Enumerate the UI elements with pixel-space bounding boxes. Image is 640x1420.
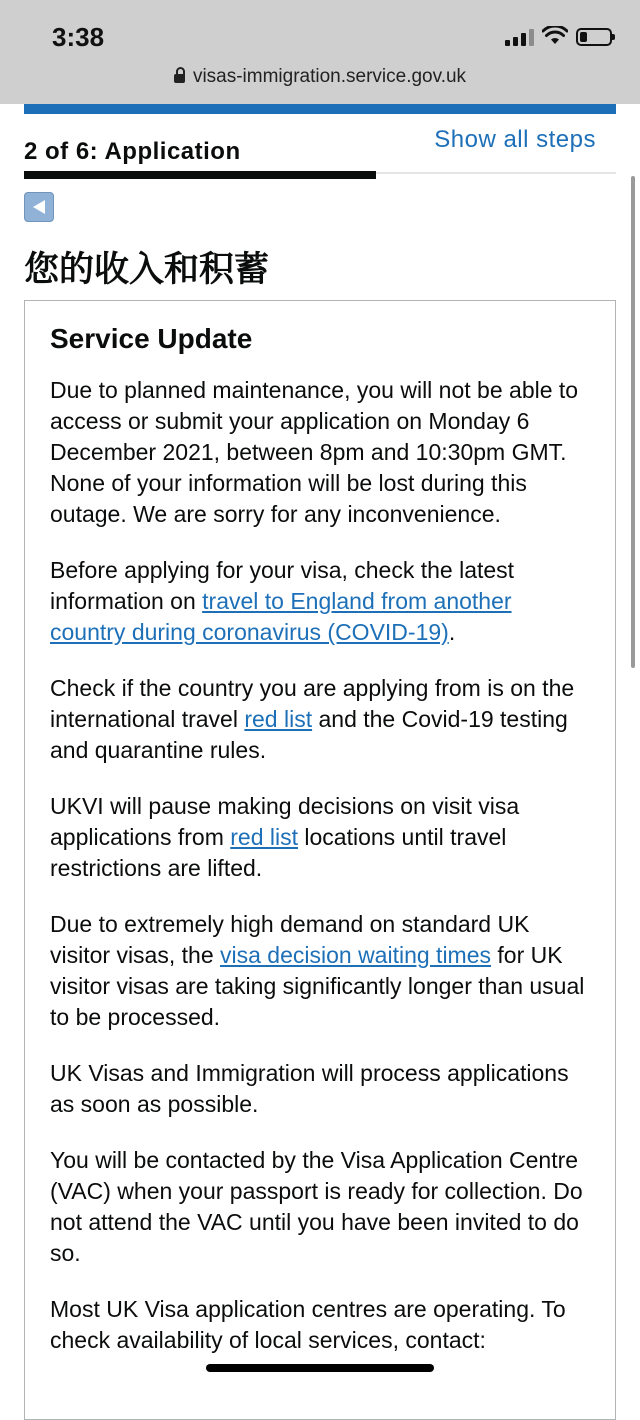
page-title: 您的收入和积蓄 (24, 250, 270, 290)
step-progress (24, 114, 616, 180)
show-all-steps-link[interactable]: Show all steps (434, 126, 596, 153)
processing-paragraph: UK Visas and Immigration will process applications as soon as possible. (50, 1060, 569, 1117)
address-bar[interactable] (0, 66, 640, 88)
pause-decisions-paragraph: UKVI will pause making decisions on visit visa applications from red list locations until travel restrictions are lifted. (50, 793, 520, 881)
red-list-link[interactable]: red list (244, 706, 313, 732)
status-time: 3:38 (52, 22, 105, 52)
url-text: visas-immigration.service.gov.uk (192, 66, 467, 87)
status-icons (505, 26, 612, 46)
main-content (24, 114, 616, 1353)
battery-icon (576, 28, 612, 46)
wifi-icon (542, 26, 568, 46)
progress-fill (24, 171, 376, 179)
covid-travel-link[interactable]: travel to England from another country during coronavirus (COVID-19) (50, 588, 512, 645)
lock-icon (174, 74, 185, 83)
signal-icon (505, 28, 534, 46)
covid-travel-paragraph: Before applying for your visa, check the latest information on travel to England from another country during coronavirus (COVID-19). (50, 557, 515, 645)
red-list-paragraph: Check if the country you are applying from is on the international travel red list and the Covid-19 testing and quarantine rules. (50, 675, 575, 763)
waiting-times-paragraph: Due to extremely high demand on standard UK visitor visas, the visa decision waiting times for UK visitor visas are taking significantly longer than usual to be processed. (50, 911, 585, 1030)
step-label: 2 of 6: Application (24, 138, 241, 165)
page-scrollbar[interactable] (631, 176, 635, 668)
vac-contact-paragraph: You will be contacted by the Visa Application Centre (VAC) when your passport is ready for collection. Do not attend the VAC until you have been invited to do so. (50, 1147, 583, 1266)
red-list-link-2[interactable]: red list (230, 824, 298, 850)
home-indicator[interactable] (206, 1364, 434, 1372)
centres-operating-paragraph: Most UK Visa application centres are operating. To check availability of local services, contact: (50, 1296, 566, 1353)
service-update-panel (24, 300, 616, 1420)
back-button[interactable] (24, 192, 54, 222)
maintenance-paragraph: Due to planned maintenance, you will not be able to access or submit your application on Monday 6 December 2021, between 8pm and 10:30pm GMT. None of your information will be lost during this outage. We are sorry for any inconvenience. (50, 377, 579, 527)
visa-waiting-times-link[interactable]: visa decision waiting times (220, 942, 492, 968)
panel-heading: Service Update (50, 323, 253, 354)
browser-chrome (0, 0, 640, 104)
header-strip (24, 104, 616, 114)
back-arrow-icon (30, 199, 48, 215)
